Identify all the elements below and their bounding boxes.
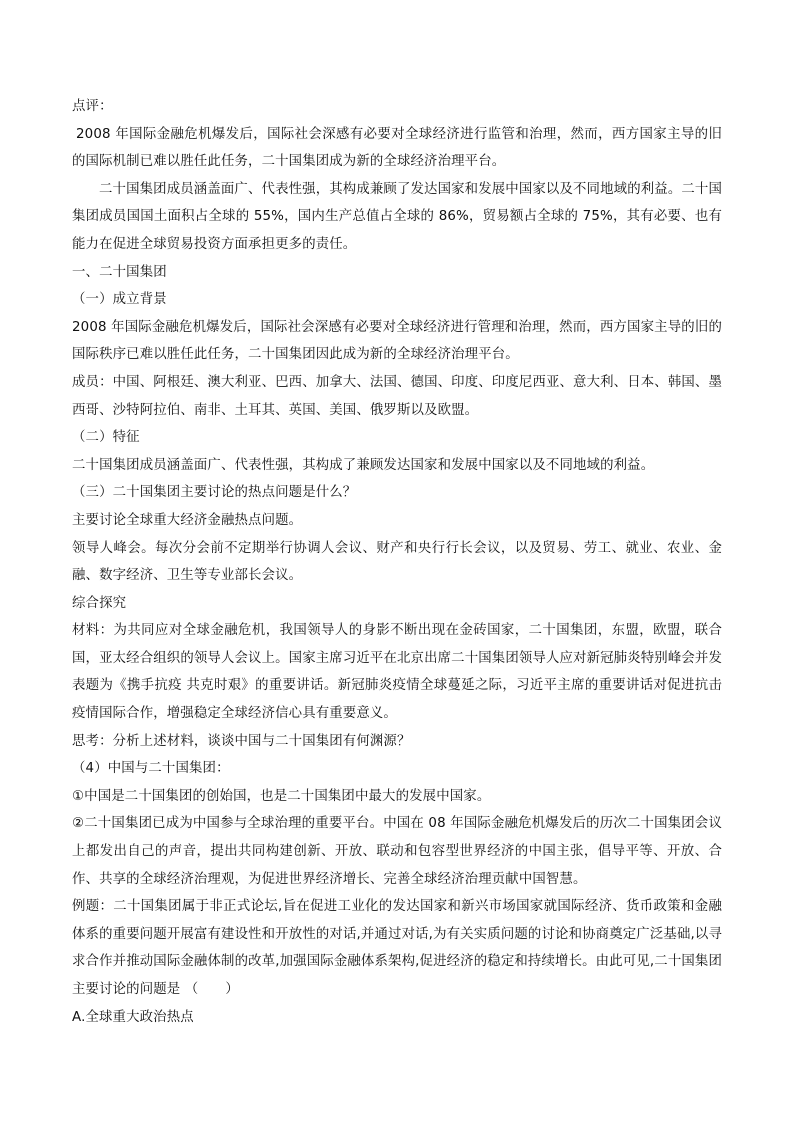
comment-paragraph-2: 二十国集团成员涵盖面广、代表性强，其构成兼顾了发达国家和发展中国家以及不同地域的利益。二十国集团成员国国土面积占全球的 55%，国内生产总值占全球的 86%，贸易额占全球的 75%，其有必要、也有能力在促进全球贸易投资方面承担更多的责任。: [72, 181, 722, 252]
question-paragraph: 思考：分析上述材料，谈谈中国与二十国集团有何渊源？: [72, 733, 411, 749]
document-body: [72, 93, 722, 1031]
subheading-china-g20: （4）中国与二十国集团：: [72, 761, 230, 777]
comment-paragraph-1: 2008 年国际金融危机爆发后，国际社会深感有必要对全球经济进行监管和治理，然而，西方国家主导的旧的国际机制已难以胜任此任务，二十国集团成为新的全球经济治理平台。: [72, 126, 722, 170]
section-heading-g20: 一、二十国集团: [72, 264, 167, 280]
subheading-background: （一）成立背景: [72, 292, 167, 308]
option-a: A.全球重大政治热点: [72, 1009, 194, 1025]
example-question: 例题：二十国集团属于非正式论坛,旨在促进工业化的发达国家和新兴市场国家就国际经济、货币政策和金融体系的重要问题开展富有建设性和开放性的对话,并通过对话,为有关实质问题的讨论和协商奠定广泛基础,以寻求合作并推动国际金融体制的改革,加强国际金融体系架构,促进经济的稳定和持续增长。由此可见,二十国集团主要讨论的问题是 （ ）: [72, 899, 722, 997]
background-paragraph: 2008 年国际金融危机爆发后，国际社会深感有必要对全球经济进行管理和治理，然而，西方国家主导的旧的国际秩序已难以胜任此任务，二十国集团因此成为新的全球经济治理平台。: [72, 319, 722, 363]
material-paragraph: 材料：为共同应对全球金融危机，我国领导人的身影不断出现在金砖国家，二十国集团，东盟，欧盟，联合国，亚太经合组织的领导人会议上。国家主席习近平在北京出席二十国集团领导人应对新冠肺炎特别峰会并发表题为《携手抗疫 共克时艰》的重要讲话。新冠肺炎疫情全球蔓延之际，习近平主席的重要讲话对促进抗击疫情国际合作，增强稳定全球经济信心具有重要意义。: [72, 623, 722, 722]
features-paragraph: 二十国集团成员涵盖面广、代表性强，其构成了兼顾发达国家和发展中国家以及不同地域的利益。: [72, 457, 655, 473]
subheading-features: （二）特征: [72, 430, 140, 446]
subheading-hot-topics: （三）二十国集团主要讨论的热点问题是什么？: [72, 485, 357, 501]
point-1-paragraph: ①中国是二十国集团的创始国，也是二十国集团中最大的发展中国家。: [72, 788, 491, 804]
members-paragraph: 成员：中国、阿根廷、澳大利亚、巴西、加拿大、法国、德国、印度、印度尼西亚、意大利、日本、韩国、墨西哥、沙特阿拉伯、南非、土耳其、英国、美国、俄罗斯以及欧盟。: [72, 374, 722, 418]
inquiry-heading: 综合探究: [72, 595, 127, 611]
point-2-paragraph: ②二十国集团已成为中国参与全球治理的重要平台。中国在 08 年国际金融危机爆发后的历次二十国集团会议上都发出自己的声音，提出共同构建创新、开放、联动和包容型世界经济的中国主张，倡导平等、开放、合作、共享的全球经济治理观，为促进世界经济增长、完善全球经济治理贡献中国智慧。: [72, 816, 722, 887]
summit-paragraph: 领导人峰会。每次分会前不定期举行协调人会议、财产和央行行长会议，以及贸易、劳工、就业、农业、金融、数字经济、卫生等专业部长会议。: [72, 540, 722, 584]
comment-heading: 点评：: [72, 99, 113, 114]
hot-topics-paragraph: 主要讨论全球重大经济金融热点问题。: [72, 512, 303, 528]
